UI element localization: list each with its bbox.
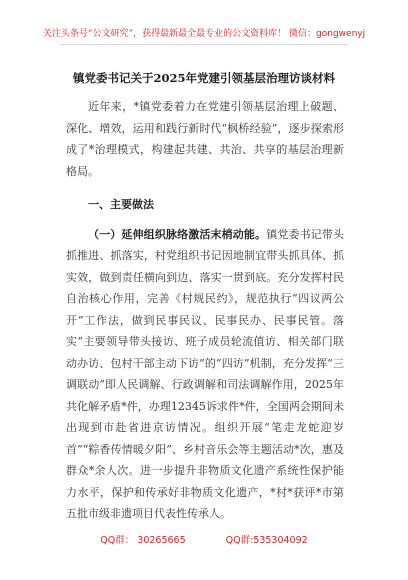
footer-contacts bbox=[0, 532, 408, 546]
section-heading-1: 一、主要做法 bbox=[88, 198, 154, 211]
intro-paragraph: 近年来，*镇党委着力在党建引领基层治理上破题、深化、增效，运用和践行新时代“枫桥经验”，逐步探索形成了*治理模式，构建起共建、共治、共享的基层治理新格局。 bbox=[66, 100, 344, 178]
document-title: 镇党委书记关于2025年党建引领基层治理访谈材料 bbox=[72, 71, 335, 85]
item-1-lead: （一）延伸组织脉络激活末梢动能。 bbox=[88, 227, 267, 241]
item-1-paragraph bbox=[66, 224, 344, 525]
footer-qq-left: QQ群： 30265665 bbox=[100, 535, 186, 546]
header-banner: 关注头条号“公文研究”，获得最新最全最专业的公文资料库！ 微信：gongwenyj bbox=[42, 29, 366, 39]
header-divider bbox=[60, 44, 348, 45]
document-body bbox=[66, 96, 344, 525]
footer-qq-right: QQ群:535304092 bbox=[225, 535, 308, 546]
item-1-text: 镇党委书记带头抓推进、抓落实，村党组织书记因地制宜带头抓具体、抓实效，做到责任横向到边、落实一贯到底。充分发挥村民自治核心作用，完善《村规民约》，规范执行“四议两公开”工作法，做到民事民议、民事民办、民事民管。落实“主要领导带头接访、班子成员轮流值访、相关部门联动办访、包村干部主动下访”的“四访”机制，充分发挥“三调联动”即人民调解、行政调解和司法调解作用，2025年共化解矛盾*件，办理12345诉求件*件，全国两会期间未出现到市赴省进京访情况。组织开展“笔走龙蛇迎岁首”“粽香传情暖夕阳”、乡村音乐会等主题活动*次，惠及群众*余人次。进一步提升非物质文化遗产系统性保护能力水平，保护和传承好非物质文化遗产，*村*获评*市第五批市级非遗项目代表性传承人。 bbox=[66, 227, 345, 520]
